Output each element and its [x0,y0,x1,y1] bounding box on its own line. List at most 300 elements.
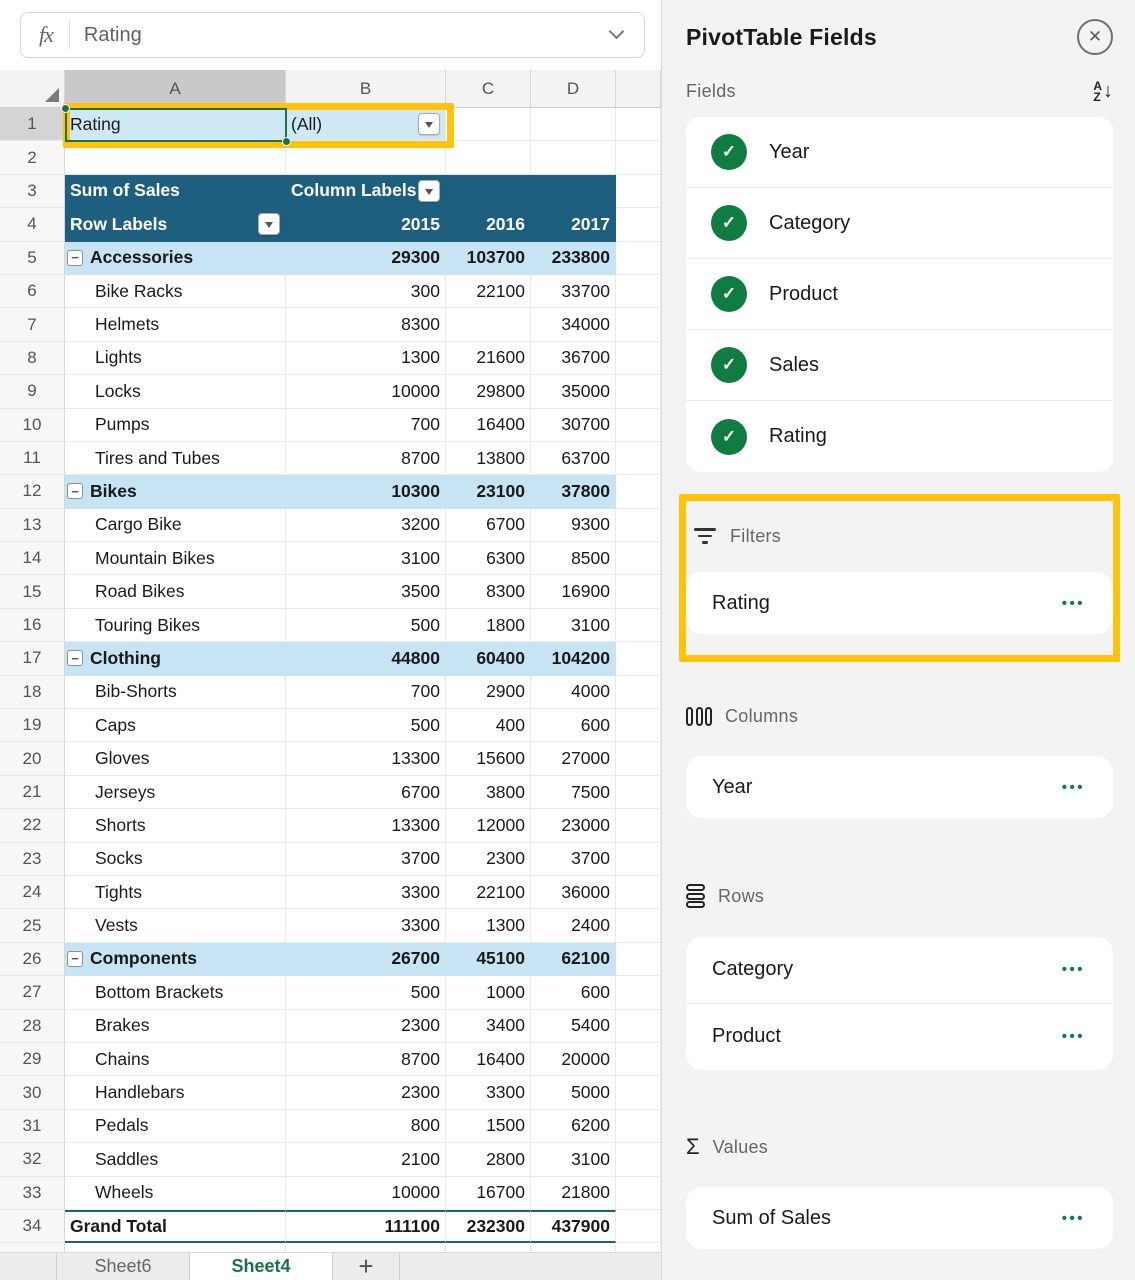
row-number[interactable]: 16 [0,609,65,642]
checked-checkbox-icon[interactable]: ✓ [711,134,747,170]
cell[interactable]: 13300 [286,742,446,775]
cell[interactable]: Helmets [65,308,286,341]
cell[interactable]: 16700 [446,1177,531,1210]
dropdown-arrow-icon[interactable] [418,180,440,202]
cell[interactable]: 2100 [286,1143,446,1176]
select-all-corner[interactable] [0,70,65,108]
cell[interactable]: Handlebars [65,1076,286,1109]
row-number[interactable]: 19 [0,709,65,742]
row-number[interactable]: 30 [0,1076,65,1109]
cell[interactable] [616,208,661,241]
grid-row [0,876,661,909]
cell[interactable]: 1000 [446,976,531,1009]
cell[interactable]: Socks [65,843,286,876]
cell[interactable]: Touring Bikes [65,609,286,642]
cell[interactable]: Tires and Tubes [65,442,286,475]
more-options-icon[interactable]: ••• [1061,1209,1085,1227]
cell[interactable]: 104200 [531,642,616,675]
collapse-minus-icon[interactable]: − [67,951,83,967]
checked-checkbox-icon[interactable]: ✓ [711,276,747,312]
row-number[interactable]: 9 [0,375,65,408]
collapse-minus-icon[interactable]: − [67,483,83,499]
cell[interactable]: Tights [65,876,286,909]
cell[interactable]: 3800 [446,776,531,809]
grid-row [0,342,661,375]
rows-section-label: Rows [718,885,765,906]
values-section-label: Values [712,1136,769,1157]
pill-label: Category [712,958,794,981]
cell[interactable]: Brakes [65,1010,286,1043]
cell[interactable] [616,275,661,308]
cell[interactable]: 8300 [286,308,446,341]
cell[interactable]: 26700 [286,943,446,976]
sheet-tab-sheet6[interactable]: Sheet6 [57,1253,190,1280]
cell[interactable]: 6700 [286,776,446,809]
fields-section-label: Fields [686,81,736,101]
cell[interactable]: 12000 [446,809,531,842]
formula-bar[interactable] [20,12,645,58]
row-number[interactable]: 28 [0,1010,65,1043]
cell[interactable]: 4000 [531,676,616,709]
grid-row [0,575,661,608]
cell[interactable]: Chains [65,1043,286,1076]
row-number[interactable]: 17 [0,642,65,675]
cell[interactable]: Rating [65,108,286,141]
cell[interactable] [616,542,661,575]
column-header-D[interactable]: D [531,70,616,108]
cell[interactable] [446,308,531,341]
dropdown-triangle [425,189,433,195]
cell[interactable]: 45100 [446,943,531,976]
sigma-icon: Σ [686,1134,700,1159]
cell[interactable]: 232300 [446,1210,531,1243]
cell[interactable]: Bib-Shorts [65,676,286,709]
close-icon[interactable]: ✕ [1077,19,1113,55]
cell[interactable] [616,141,661,174]
cell[interactable]: 111100 [286,1210,446,1243]
cell[interactable]: 21800 [531,1177,616,1210]
cell[interactable] [616,642,661,675]
cell[interactable]: Road Bikes [65,575,286,608]
cell[interactable]: 2300 [446,843,531,876]
cell[interactable]: 13800 [446,442,531,475]
cell[interactable]: Sum of Sales [65,175,286,208]
cell[interactable]: 37800 [531,475,616,508]
checked-checkbox-icon[interactable]: ✓ [711,419,747,455]
dropdown-triangle [265,222,273,228]
row-number[interactable]: 12 [0,475,65,508]
cell[interactable]: Lights [65,342,286,375]
cell[interactable]: 8700 [286,1043,446,1076]
pill-label: Sum of Sales [712,1206,831,1229]
dropdown-arrow-icon[interactable] [418,113,440,135]
select-all-triangle-icon [45,88,59,102]
cell[interactable]: 8700 [286,442,446,475]
more-options-icon[interactable]: ••• [1061,778,1085,796]
cell[interactable]: 2300 [286,1010,446,1043]
cell[interactable]: Bottom Brackets [65,976,286,1009]
cell[interactable] [446,141,531,174]
cell[interactable]: 3300 [446,1076,531,1109]
cell[interactable]: 2900 [446,676,531,709]
cell[interactable] [616,843,661,876]
cell[interactable]: 62100 [531,943,616,976]
row-number[interactable]: 6 [0,275,65,308]
filters-section-highlighted [679,494,1120,662]
row-number[interactable]: 2 [0,141,65,174]
row-number[interactable]: 5 [0,242,65,275]
cell[interactable]: Vests [65,909,286,942]
field-item-sales[interactable] [686,330,1113,401]
cell[interactable]: 103700 [446,242,531,275]
cell[interactable]: Row Labels [65,208,286,241]
grid-row [0,976,661,1009]
fx-icon: fx [39,22,53,47]
row-number[interactable]: 14 [0,542,65,575]
grid-row [0,1210,661,1243]
cell[interactable] [616,1010,661,1043]
cell[interactable] [286,175,446,208]
cell[interactable]: 6700 [446,509,531,542]
cell[interactable]: Gloves [65,742,286,775]
cell[interactable] [616,1076,661,1109]
grid-row [0,1143,661,1176]
cell[interactable] [616,575,661,608]
cell[interactable]: 44800 [286,642,446,675]
cell[interactable]: Caps [65,709,286,742]
column-header-B[interactable]: B [286,70,446,108]
field-item-product[interactable] [686,259,1113,330]
filters-item-rating[interactable] [686,572,1113,634]
cell[interactable]: 3100 [531,609,616,642]
cell[interactable]: 10000 [286,375,446,408]
cell[interactable]: 3500 [286,575,446,608]
cell[interactable] [446,175,531,208]
grid-row [0,1043,661,1076]
cell[interactable]: 700 [286,409,446,442]
cell[interactable]: 7500 [531,776,616,809]
cell[interactable]: 300 [286,275,446,308]
cell[interactable]: 2016 [446,208,531,241]
cell[interactable]: 63700 [531,442,616,475]
cell[interactable] [531,175,616,208]
cell[interactable]: 6300 [446,542,531,575]
cell[interactable]: 29800 [446,375,531,408]
grid-row [0,442,661,475]
cell[interactable] [616,242,661,275]
cell[interactable]: 10000 [286,1177,446,1210]
cell[interactable]: 23100 [446,475,531,508]
cell[interactable]: 1300 [446,909,531,942]
row-number[interactable]: 33 [0,1177,65,1210]
cell[interactable]: 3100 [286,542,446,575]
cell[interactable]: Cargo Bike [65,509,286,542]
cell[interactable]: 437900 [531,1210,616,1243]
cell[interactable]: 3300 [286,876,446,909]
grid-row [0,609,661,642]
cell[interactable]: − Clothing [65,642,286,675]
cell[interactable] [616,909,661,942]
cell[interactable]: 29300 [286,242,446,275]
cell[interactable]: 16400 [446,1043,531,1076]
grid-row [0,676,661,709]
grid-row [0,943,661,976]
cell[interactable] [616,809,661,842]
more-options-icon[interactable]: ••• [1061,1028,1085,1046]
cell[interactable] [616,776,661,809]
cell[interactable]: 22100 [446,275,531,308]
chevron-down-icon[interactable] [609,23,625,39]
cell[interactable] [65,141,286,174]
row-number[interactable]: 10 [0,409,65,442]
cell[interactable]: 23000 [531,809,616,842]
checked-checkbox-icon[interactable]: ✓ [711,347,747,383]
more-options-icon[interactable]: ••• [1061,961,1085,979]
cell[interactable] [616,308,661,341]
cell[interactable] [286,141,446,174]
cell[interactable]: 5400 [531,1010,616,1043]
field-label: Rating [769,425,827,447]
cell[interactable] [616,475,661,508]
cell[interactable]: 8500 [531,542,616,575]
cell[interactable]: 3700 [286,843,446,876]
sheet-tab-sheet4[interactable]: Sheet4 [190,1253,333,1280]
cell[interactable] [616,108,661,141]
grid-row [0,742,661,775]
cell[interactable] [531,141,616,174]
checked-checkbox-icon[interactable]: ✓ [711,205,747,241]
cell[interactable]: 9300 [531,509,616,542]
filter-icon [693,528,717,544]
cell[interactable]: 6200 [531,1110,616,1143]
row-number[interactable]: 1 [0,108,65,141]
cell[interactable] [616,1177,661,1210]
cell[interactable]: 800 [286,1110,446,1143]
cell[interactable]: 60400 [446,642,531,675]
cell[interactable] [616,509,661,542]
cell[interactable]: 1500 [446,1110,531,1143]
grid-row [0,108,661,141]
row-number[interactable]: 26 [0,943,65,976]
cell[interactable]: 5000 [531,1076,616,1109]
rows-item-category[interactable] [686,937,1113,1004]
cell[interactable]: 600 [531,976,616,1009]
column-header-partial[interactable] [616,70,661,108]
cell[interactable]: Bike Racks [65,275,286,308]
field-item-year[interactable] [686,117,1113,188]
cell[interactable]: Pedals [65,1110,286,1143]
cell[interactable]: Locks [65,375,286,408]
field-label: Year [769,140,810,163]
grid-row [0,1010,661,1043]
cell[interactable]: 34000 [531,308,616,341]
cell[interactable]: 27000 [531,742,616,775]
cell[interactable]: 3400 [446,1010,531,1043]
row-number[interactable]: 8 [0,342,65,375]
cell[interactable]: Wheels [65,1177,286,1210]
formula-strip [0,0,661,70]
cell[interactable]: 15600 [446,742,531,775]
cell[interactable]: 1300 [286,342,446,375]
cell[interactable]: 600 [531,709,616,742]
row-number[interactable]: 34 [0,1210,65,1243]
collapse-minus-icon[interactable]: − [67,650,83,666]
grid-row [0,242,661,275]
row-number[interactable]: 4 [0,208,65,241]
cell[interactable]: 33700 [531,275,616,308]
filters-section-label: Filters [730,525,782,546]
cell[interactable]: 3300 [286,909,446,942]
cell[interactable]: 233800 [531,242,616,275]
cell[interactable]: 2017 [531,208,616,241]
cell[interactable]: 13300 [286,809,446,842]
pill-label: Rating [712,591,770,614]
tab-bar-spacer [0,1253,57,1280]
cell[interactable]: Mountain Bikes [65,542,286,575]
cell[interactable]: 700 [286,676,446,709]
cell[interactable] [616,442,661,475]
row-number[interactable]: 29 [0,1043,65,1076]
row-number[interactable]: 24 [0,876,65,909]
grid-row [0,175,661,208]
more-options-icon[interactable]: ••• [1061,594,1085,612]
cell[interactable]: 1800 [446,609,531,642]
row-number[interactable]: 23 [0,843,65,876]
row-number[interactable]: 22 [0,809,65,842]
cell[interactable] [616,1210,661,1243]
cell[interactable] [616,876,661,909]
sheet-tab-bar [0,1252,661,1280]
rows-drop-zone [686,937,1113,1070]
field-item-category[interactable] [686,188,1113,259]
cell[interactable]: (All) [286,108,446,141]
cell[interactable] [616,1110,661,1143]
cell[interactable]: 16900 [531,575,616,608]
cell[interactable]: 2015 [286,208,446,241]
cell[interactable]: 22100 [446,876,531,909]
cell[interactable]: 2400 [531,909,616,942]
column-labels-header: Column Labels [291,180,417,201]
az-sort-icon[interactable]: A Z ↓ [1093,78,1113,104]
cell[interactable]: 500 [286,609,446,642]
cell[interactable] [446,108,531,141]
cell[interactable]: Grand Total [65,1210,286,1243]
cell[interactable] [616,375,661,408]
add-sheet-button[interactable]: + [333,1253,400,1280]
cell[interactable] [616,709,661,742]
values-item-sum-of-sales[interactable] [686,1187,1113,1249]
grid-row [0,275,661,308]
row-number[interactable]: 3 [0,175,65,208]
cell[interactable]: 500 [286,709,446,742]
cell[interactable]: Shorts [65,809,286,842]
cell[interactable]: 16400 [446,409,531,442]
cell[interactable] [616,175,661,208]
grid-row [0,141,661,174]
cell[interactable]: Pumps [65,409,286,442]
cell[interactable] [616,342,661,375]
collapse-minus-icon[interactable]: − [67,250,83,266]
columns-section-label: Columns [725,706,799,726]
cell[interactable]: 20000 [531,1043,616,1076]
cell[interactable]: 30700 [531,409,616,442]
row-number[interactable]: 7 [0,308,65,341]
grid-row [0,642,661,675]
columns-item-year[interactable] [686,756,1113,818]
column-header-row [0,70,661,108]
rows-icon [686,884,705,908]
rows-item-product[interactable] [686,1004,1113,1071]
cell[interactable]: 10300 [286,475,446,508]
row-number[interactable]: 20 [0,742,65,775]
field-item-rating[interactable] [686,401,1113,472]
cell[interactable]: 400 [446,709,531,742]
grid-row [0,308,661,341]
cell[interactable] [616,742,661,775]
cell[interactable]: 21600 [446,342,531,375]
grid-row [0,1177,661,1210]
row-number[interactable]: 18 [0,676,65,709]
columns-icon [686,707,712,726]
cell[interactable] [616,409,661,442]
cell[interactable] [616,1143,661,1176]
row-number[interactable]: 21 [0,776,65,809]
cell[interactable] [616,676,661,709]
row-number[interactable]: 25 [0,909,65,942]
cell[interactable]: 8300 [446,575,531,608]
cell[interactable]: 3200 [286,509,446,542]
pivottable-fields-panel [661,0,1135,1280]
cell[interactable]: − Bikes [65,475,286,508]
cell[interactable]: 3100 [531,1143,616,1176]
cell[interactable]: 3700 [531,843,616,876]
grid-row [0,1110,661,1143]
row-number[interactable]: 11 [0,442,65,475]
cell[interactable] [616,943,661,976]
row-number[interactable]: 27 [0,976,65,1009]
cell[interactable]: 36000 [531,876,616,909]
cell[interactable] [616,609,661,642]
cell[interactable] [616,976,661,1009]
row-number[interactable]: 13 [0,509,65,542]
cell[interactable]: 2800 [446,1143,531,1176]
cell[interactable]: 36700 [531,342,616,375]
dropdown-arrow-icon[interactable] [258,213,280,235]
grid-row [0,409,661,442]
grid-row [0,375,661,408]
formula-input[interactable]: Rating [83,23,142,46]
column-header-C[interactable]: C [446,70,531,108]
grid-row [0,509,661,542]
cell[interactable]: 2300 [286,1076,446,1109]
field-label: Product [769,282,838,305]
cell[interactable]: 35000 [531,375,616,408]
cell[interactable]: − Components [65,943,286,976]
row-number[interactable]: 31 [0,1110,65,1143]
column-header-A[interactable]: A [65,70,286,108]
cell[interactable]: 500 [286,976,446,1009]
row-number[interactable]: 15 [0,575,65,608]
cell[interactable] [531,108,616,141]
cell[interactable]: Jerseys [65,776,286,809]
grid-row [0,709,661,742]
row-number[interactable]: 32 [0,1143,65,1176]
cell[interactable] [616,1043,661,1076]
cell[interactable]: − Accessories [65,242,286,275]
dropdown-triangle [425,122,433,128]
cell[interactable]: Saddles [65,1143,286,1176]
field-label: Sales [769,353,820,376]
